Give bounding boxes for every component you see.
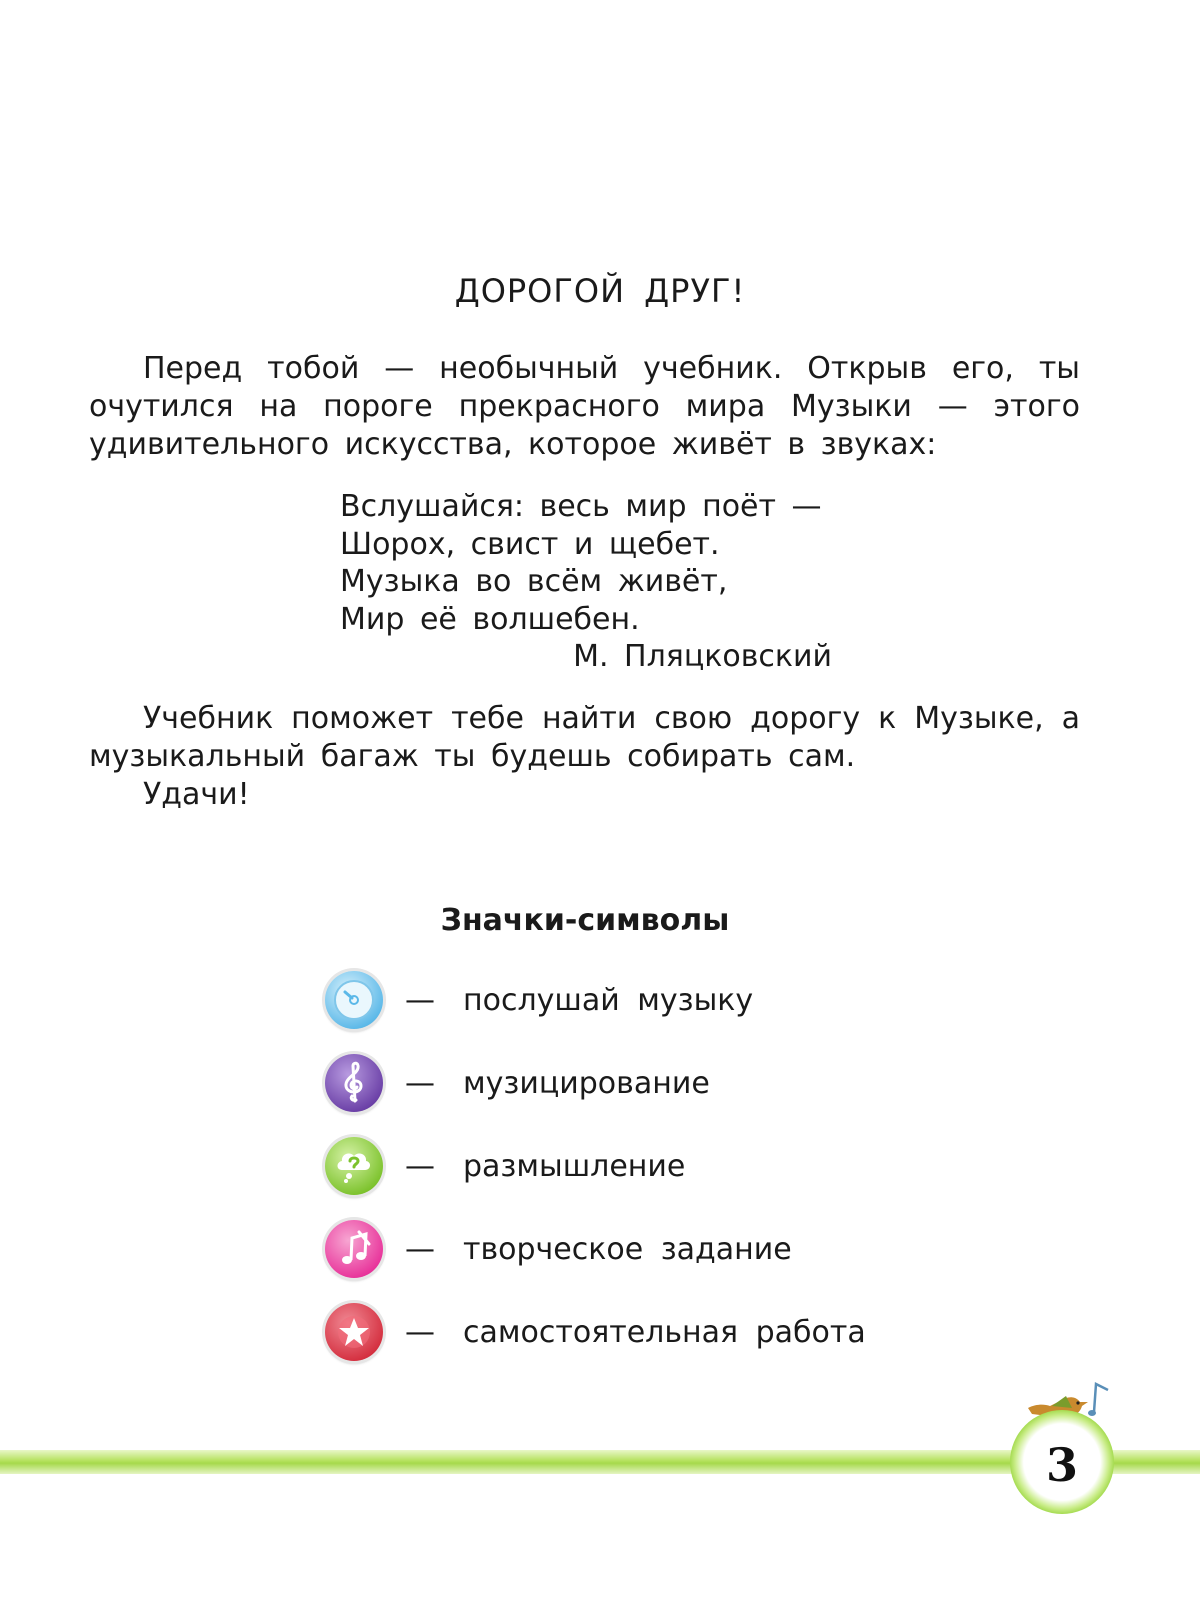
legend-dash: — bbox=[405, 1148, 435, 1184]
legend-label: творческое задание bbox=[463, 1231, 792, 1267]
poem-line: Мир её волшебен. bbox=[340, 601, 640, 637]
poem-line: Шорох, свист и щебет. bbox=[340, 526, 720, 562]
page-number-badge bbox=[1010, 1410, 1114, 1514]
poem bbox=[340, 488, 860, 676]
legend-label: послушай музыку bbox=[463, 982, 754, 1018]
outro-paragraph bbox=[89, 700, 1080, 814]
legend-label: самостоятельная работа bbox=[463, 1314, 866, 1350]
legend-dash: — bbox=[405, 1065, 435, 1101]
legend-dash: — bbox=[405, 1231, 435, 1267]
outro-text: Учебник поможет тебе найти свою дорогу к Музыке, а музыкальный багаж ты будешь собирать сам. bbox=[89, 701, 1080, 774]
question-cloud-icon bbox=[325, 1137, 383, 1195]
legend-label: музицирование bbox=[463, 1065, 710, 1101]
legend-item-listen bbox=[325, 970, 753, 1030]
legend-dash: — bbox=[405, 1314, 435, 1350]
page-heading: ДОРОГОЙ ДРУГ! bbox=[454, 272, 746, 310]
poem-line: Вслушайся: весь мир поёт — bbox=[340, 489, 822, 524]
legend-item-independent-work bbox=[325, 1302, 866, 1362]
legend-label: размышление bbox=[463, 1148, 686, 1184]
intro-text: Перед тобой — необычный учебник. Открыв его, ты очутился на пороге прекрасного мира Музыки — этого удивительного искусства, которое живёт в звуках: bbox=[89, 351, 1080, 462]
treble-clef-icon bbox=[325, 1054, 383, 1112]
legend-item-music-making bbox=[325, 1053, 710, 1113]
poem-line: Музыка во всём живёт, bbox=[340, 564, 728, 599]
intro-paragraph bbox=[89, 350, 1080, 464]
page-number: 3 bbox=[1045, 1438, 1078, 1492]
legend-dash: — bbox=[405, 982, 435, 1018]
legend-title: Значки-символы bbox=[440, 903, 730, 938]
star-icon bbox=[325, 1303, 383, 1361]
poem-author: М. Пляцковский bbox=[573, 639, 832, 674]
legend-item-creative-task bbox=[325, 1219, 792, 1279]
legend-item-reflection bbox=[325, 1136, 685, 1196]
listen-icon bbox=[325, 971, 383, 1029]
wish-text: Удачи! bbox=[143, 777, 250, 812]
music-note-icon bbox=[325, 1220, 383, 1278]
